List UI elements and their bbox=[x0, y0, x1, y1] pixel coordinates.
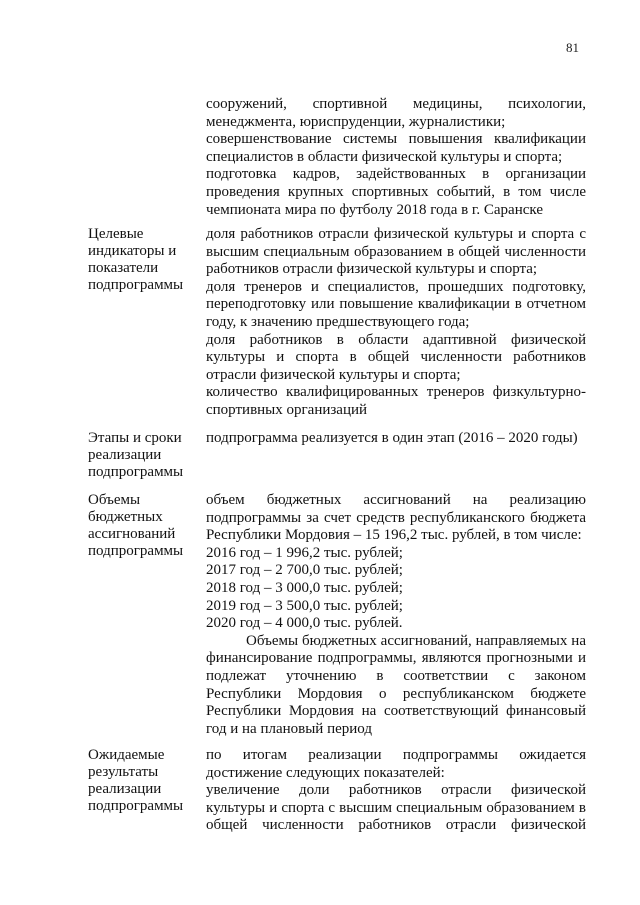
label-line: подпрограммы bbox=[88, 464, 184, 480]
label-line: реализации bbox=[88, 781, 162, 797]
text-line: доля работников отрасли физической культуры и спорта с bbox=[206, 226, 586, 242]
text-line: проведения крупных спортивных событий, в том числе bbox=[206, 183, 586, 200]
text-line: переподготовку или повышение квалификации в отчетном bbox=[206, 296, 586, 313]
text-line: культуры и спорта с высшим специальным образованием в bbox=[206, 799, 586, 816]
label-line: индикаторы и bbox=[88, 243, 177, 259]
label-line: подпрограммы bbox=[88, 543, 184, 559]
label-line: реализации bbox=[88, 447, 162, 463]
stages-text bbox=[206, 430, 586, 448]
text-line: специалистов в области физической культуры и спорта; bbox=[206, 148, 563, 165]
label-line: Объемы bbox=[88, 492, 141, 508]
text-line: спортивных организаций bbox=[206, 401, 368, 418]
text-line: 2016 год – 1 996,2 тыс. рублей; bbox=[206, 544, 403, 561]
label-line: показатели bbox=[88, 260, 159, 276]
text-line: менеджмента, юриспруденции, журналистики; bbox=[206, 113, 506, 130]
budget-text bbox=[206, 492, 586, 738]
text-line: отрасли физической культуры и спорта; bbox=[206, 366, 461, 383]
label-line: бюджетных bbox=[88, 509, 163, 525]
text-line: 2018 год – 3 000,0 тыс. рублей; bbox=[206, 579, 403, 596]
expected-results-text bbox=[206, 747, 586, 835]
text-line: чемпионата мира по футболу 2018 года в г. Саранске bbox=[206, 201, 543, 218]
budget-label bbox=[88, 492, 196, 560]
label-line: Ожидаемые bbox=[88, 747, 165, 763]
text-line: увеличение доли работников отрасли физической bbox=[206, 782, 586, 799]
text-line: подлежат уточнению в соответствии с законом bbox=[206, 667, 586, 684]
text-line: году, к значению предшествующего года; bbox=[206, 313, 470, 330]
text-line: объем бюджетных ассигнований на реализацию bbox=[206, 492, 586, 508]
text-line: работников отрасли физической культуры и спорта; bbox=[206, 261, 538, 278]
text-line: общей численности работников отрасли физической bbox=[206, 817, 586, 834]
text-line: доля работников в области адаптивной физической bbox=[206, 331, 586, 348]
label-line: подпрограммы bbox=[88, 277, 184, 293]
text-line: финансирование подпрограммы, являются прогнозными и bbox=[206, 650, 586, 667]
text-line: по итогам реализации подпрограммы ожидается bbox=[206, 747, 586, 763]
text-line: количество квалифицированных тренеров физкультурно- bbox=[206, 384, 586, 401]
label-line: результаты bbox=[88, 764, 159, 780]
text-line: подпрограмма реализуется в один этап (2016 – 2020 годы) bbox=[206, 430, 578, 446]
text-line: год и на плановый период bbox=[206, 720, 372, 737]
text-line: совершенствование системы повышения квалификации bbox=[206, 131, 586, 148]
label-line: Этапы и сроки bbox=[88, 430, 182, 446]
text-line: 2019 год – 3 500,0 тыс. рублей; bbox=[206, 597, 403, 614]
text-line: Объемы бюджетных ассигнований, направляемых на bbox=[246, 632, 586, 649]
text-line: Республики Мордовия о республиканском бюджете bbox=[206, 685, 586, 702]
text-line: достижение следующих показателей: bbox=[206, 764, 445, 781]
label-line: подпрограммы bbox=[88, 798, 184, 814]
stages-label bbox=[88, 430, 196, 481]
label-line: Целевые bbox=[88, 226, 144, 242]
expected-results-label bbox=[88, 747, 196, 815]
page-number: 81 bbox=[566, 40, 579, 55]
continuation-text bbox=[206, 96, 586, 219]
text-line: высшим специальным образованием в общей численности bbox=[206, 243, 586, 260]
label-line: ассигнований bbox=[88, 526, 176, 542]
text-line: сооружений, спортивной медицины, психологии, bbox=[206, 96, 586, 112]
text-line: культуры и спорта в общей численности работников bbox=[206, 349, 586, 366]
text-line: Республики Мордовия на соответствующий финансовый bbox=[206, 703, 586, 720]
text-line: доля тренеров и специалистов, прошедших подготовку, bbox=[206, 278, 586, 295]
target-indicators-label bbox=[88, 226, 196, 294]
text-line: Республики Мордовия – 15 196,2 тыс. рублей, в том числе: bbox=[206, 527, 582, 544]
target-indicators-text bbox=[206, 226, 586, 420]
text-line: подпрограммы за счет средств республиканского бюджета bbox=[206, 509, 586, 526]
text-line: подготовка кадров, задействованных в организации bbox=[206, 166, 586, 183]
text-line: 2017 год – 2 700,0 тыс. рублей; bbox=[206, 562, 403, 579]
text-line: 2020 год – 4 000,0 тыс. рублей. bbox=[206, 615, 403, 632]
